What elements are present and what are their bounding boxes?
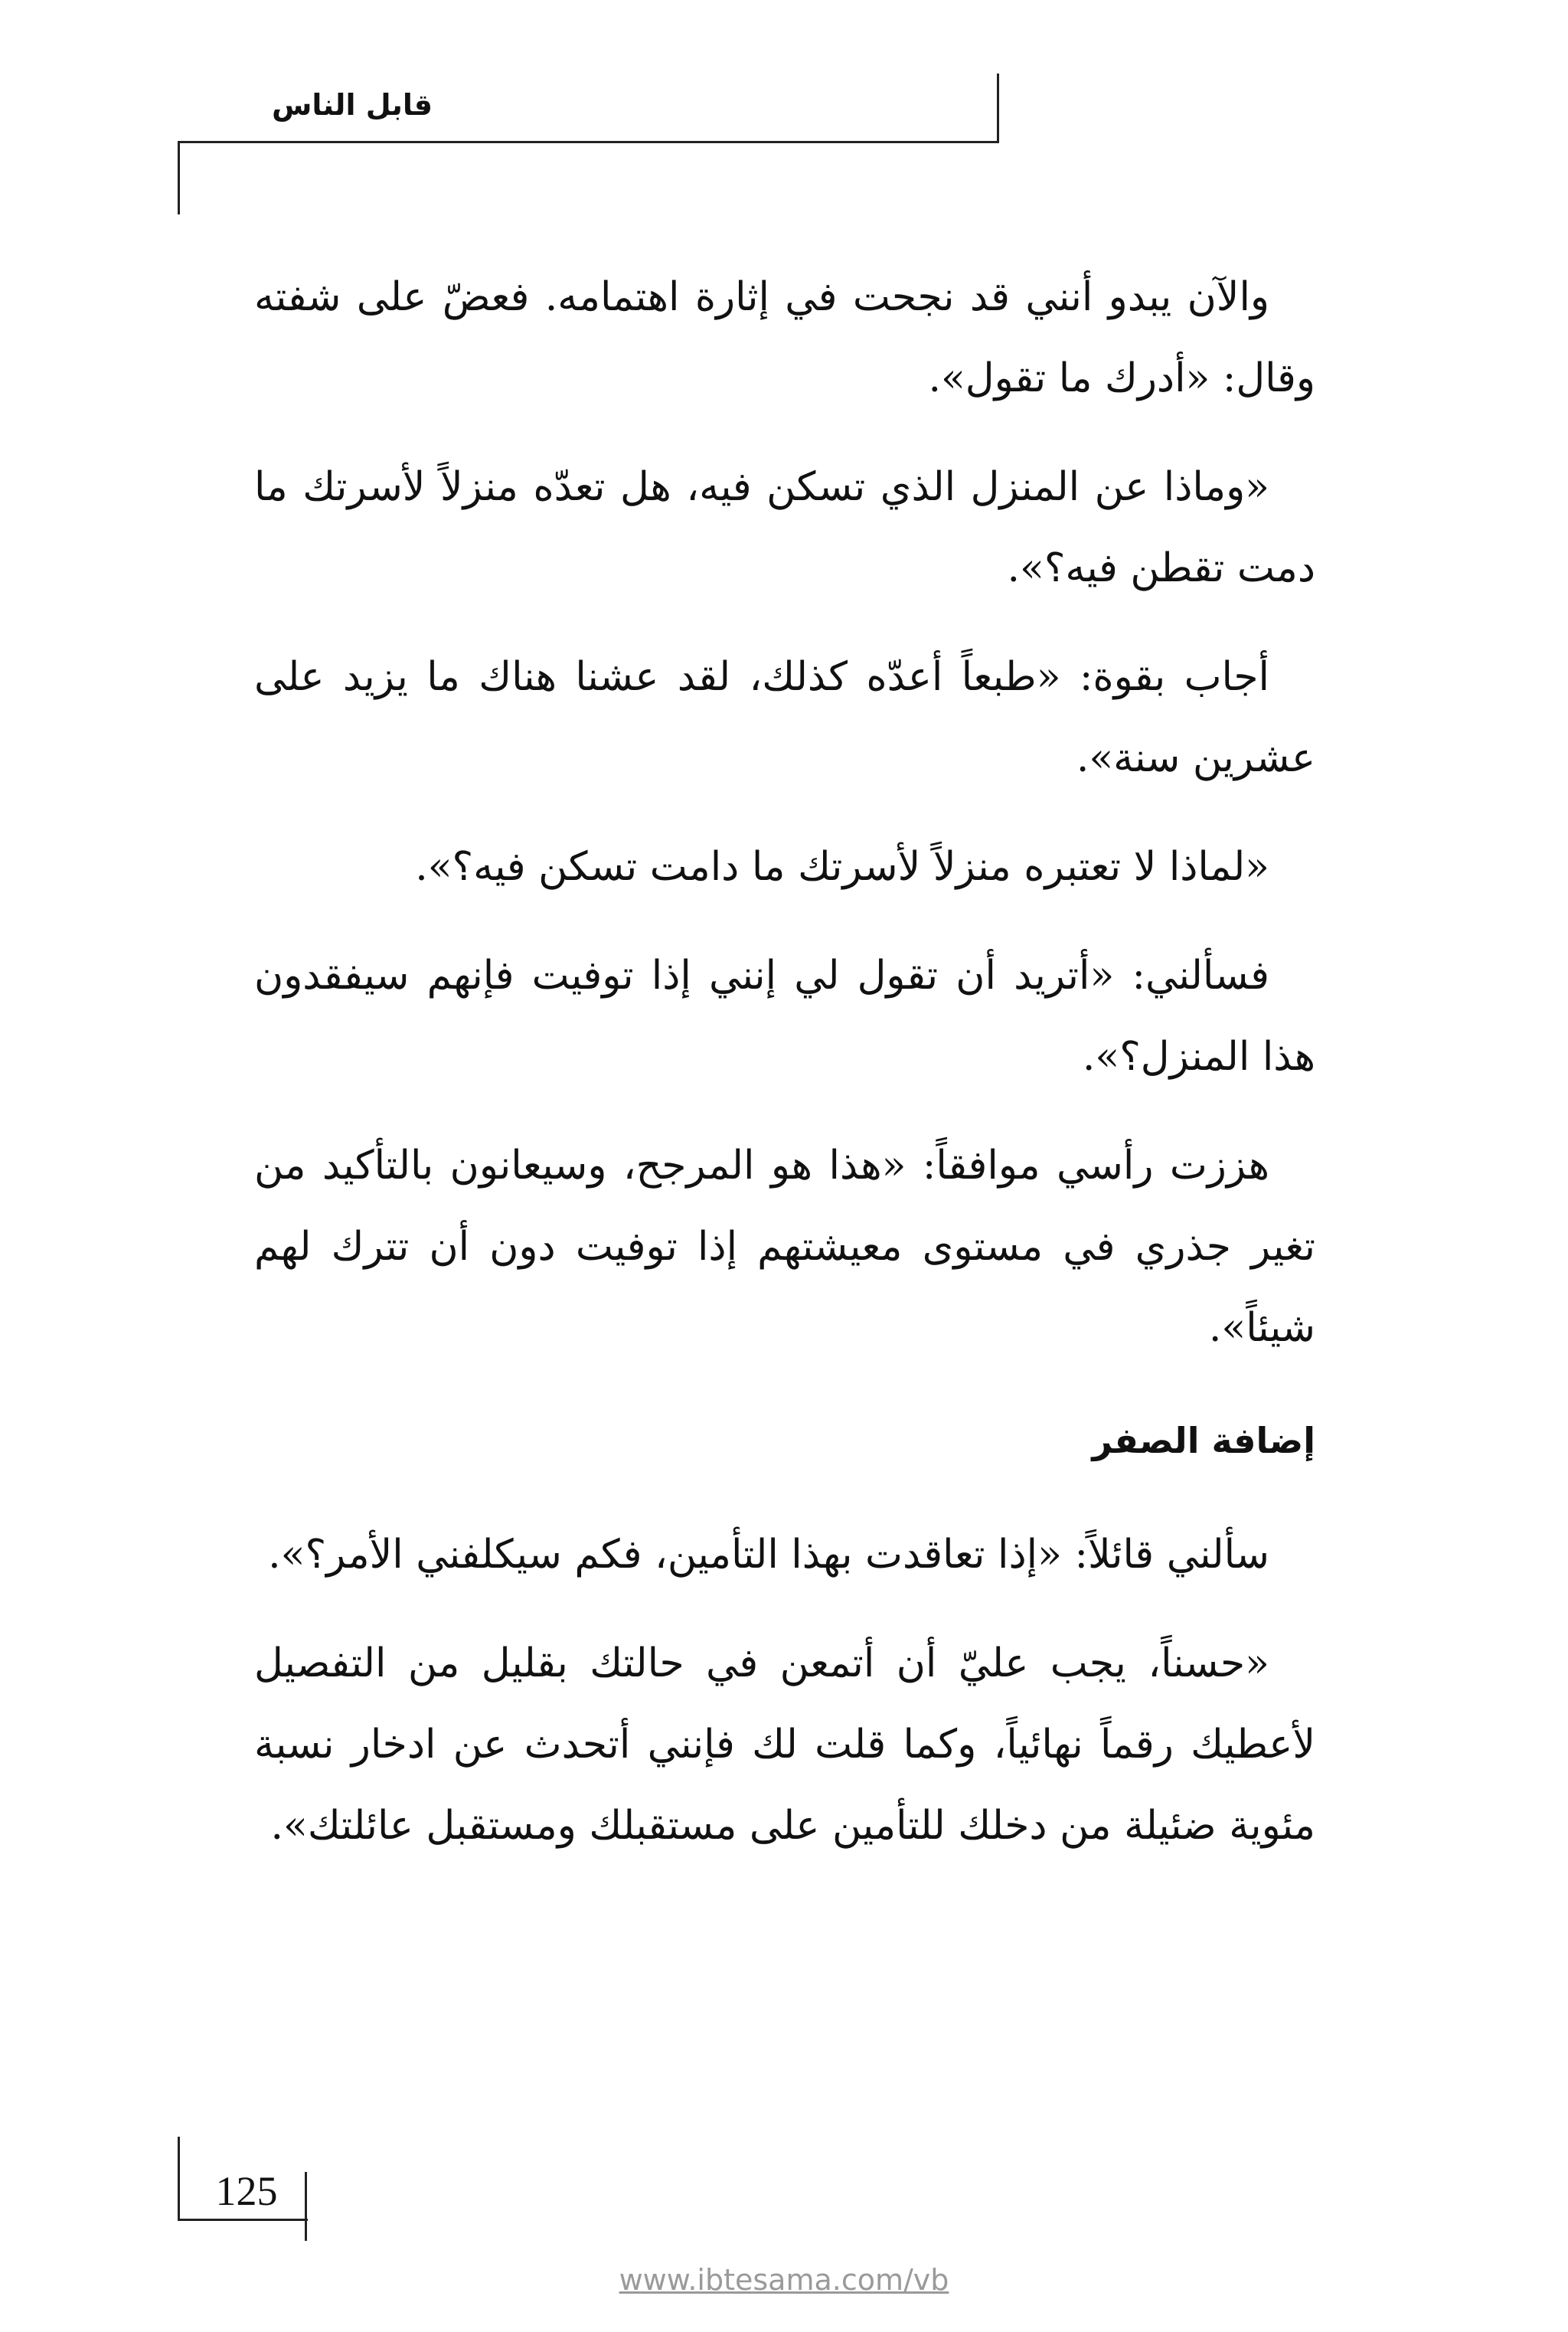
paragraph-5: فسألني: «أتريد أن تقول لي إنني إذا توفيت فإنهم سيفقدون هذا المنزل؟». — [254, 953, 1315, 1080]
paragraph-8: «حسناً، يجب عليّ أن أتمعن في حالتك بقليل من التفصيل لأعطيك رقماً نهائياً، وكما قلت لك فإنني أتحدث عن ادخار نسبة مئوية ضئيلة من دخلك للتأمين على مستقبلك ومستقبل عائلتك». — [254, 1640, 1315, 1849]
paragraph-6: هززت رأسي موافقاً: «هذا هو المرجح، وسيعانون بالتأكيد من تغير جذري في مستوى معيشتهم إذا توفيت دون أن تترك لهم شيئاً». — [254, 1143, 1315, 1351]
page-body — [254, 257, 1315, 1894]
running-title: قابل الناس — [271, 88, 433, 122]
footer-rule-vertical-left — [178, 2137, 180, 2221]
paragraph-2: «وماذا عن المنزل الذي تسكن فيه، هل تعدّه منزلاً لأسرتك ما دمت تقطن فيه؟». — [254, 464, 1315, 591]
watermark-url: www.ibtesama.com/vb — [619, 2263, 949, 2297]
header-rule-vertical-right — [997, 74, 999, 142]
footer-rule-vertical-right — [305, 2172, 307, 2241]
header-rule-horizontal — [178, 141, 999, 143]
section-heading: إضافة الصفر — [1092, 1420, 1315, 1461]
paragraph-3: أجاب بقوة: «طبعاً أعدّه كذلك، لقد عشنا هناك ما يزيد على عشرين سنة». — [254, 654, 1315, 781]
header-rule-vertical-left — [178, 141, 180, 214]
paragraph-4: «لماذا لا تعتبره منزلاً لأسرتك ما دامت تسكن فيه؟». — [415, 844, 1269, 890]
paragraph-7: سألني قائلاً: «إذا تعاقدت بهذا التأمين، فكم سيكلفني الأمر؟». — [268, 1532, 1269, 1578]
page-number: 125 — [215, 2168, 278, 2214]
footer-rule-horizontal — [178, 2219, 308, 2221]
paragraph-1: والآن يبدو أنني قد نجحت في إثارة اهتمامه. فعضّ على شفته وقال: «أدرك ما تقول». — [254, 274, 1315, 401]
